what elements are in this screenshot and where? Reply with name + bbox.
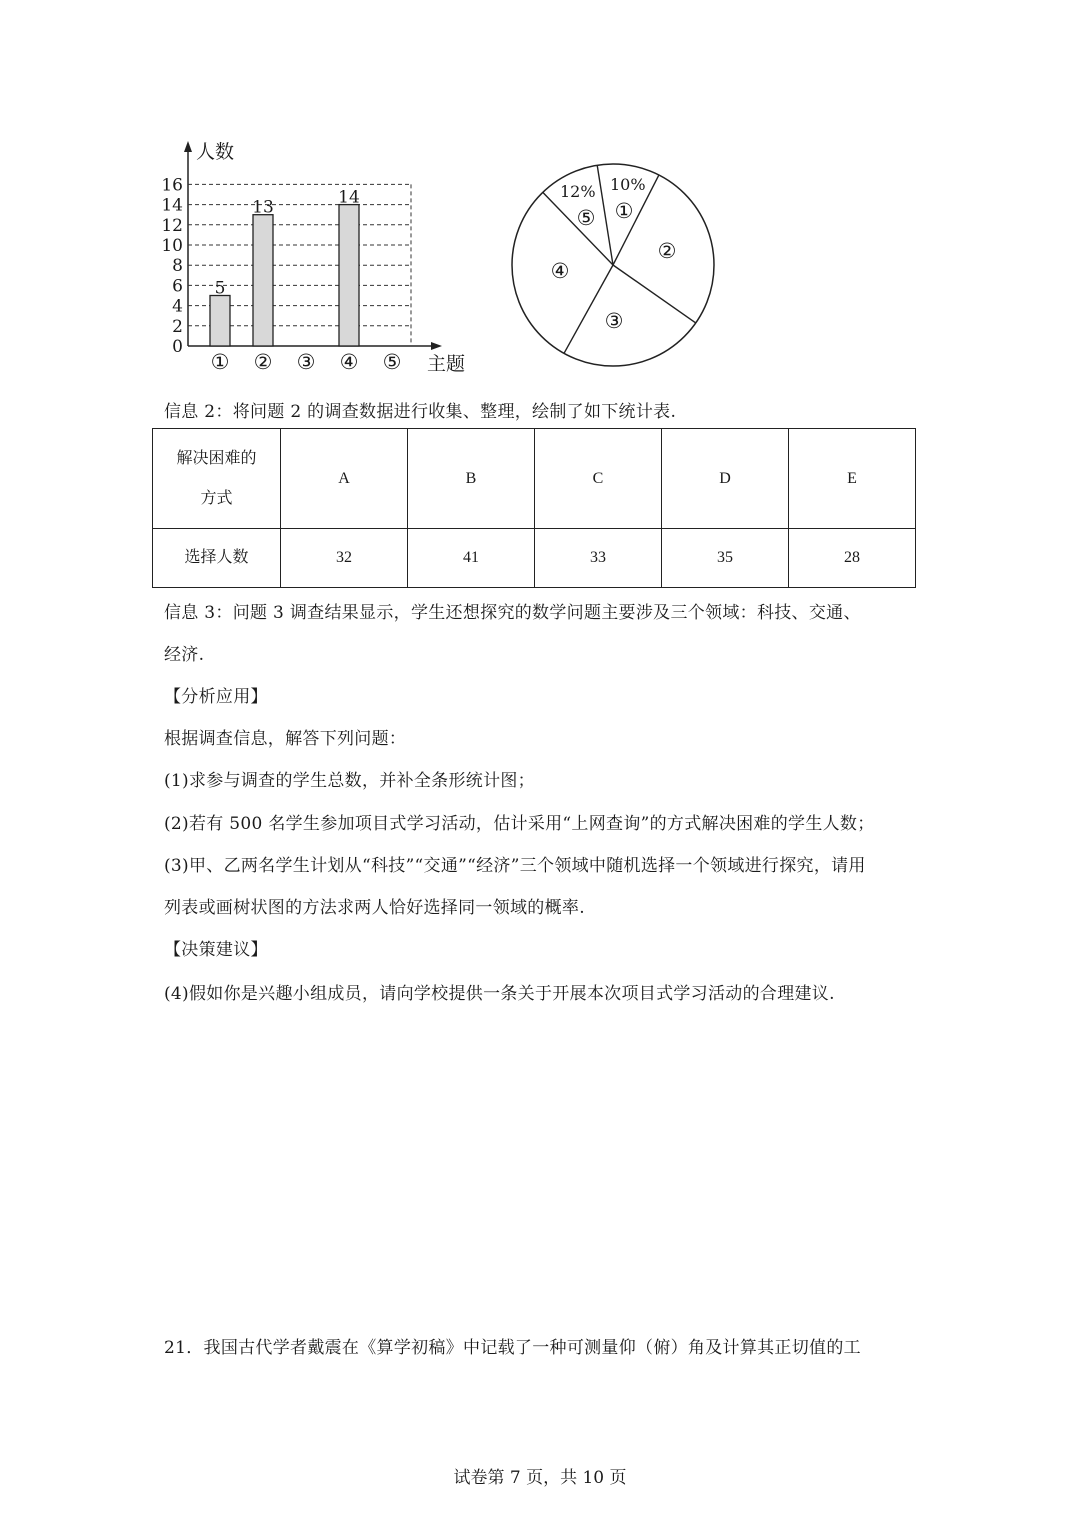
x-axis-arrow xyxy=(431,342,442,350)
table-row-label: 选择人数 xyxy=(153,529,281,588)
info-3-line1: 信息 3：问题 3 调查结果显示，学生还想探究的数学问题主要涉及三个领域：科技、交通、 xyxy=(164,603,861,623)
statistics-table xyxy=(152,428,916,588)
question-21: 21．我国古代学者戴震在《算学初稿》中记载了一种可测量仰（俯）角及计算其正切值的工 xyxy=(164,1338,861,1358)
y-tick-label: 12 xyxy=(161,215,183,236)
table-value-c: 33 xyxy=(535,529,662,588)
pie-slice-label: ④ xyxy=(550,259,570,283)
bar-y-axis-title: 人数 xyxy=(196,141,235,163)
page-footer: 试卷第 7 页，共 10 页 xyxy=(453,1468,627,1488)
bar-data-label: 5 xyxy=(214,278,226,299)
table-value-d: 35 xyxy=(662,529,789,588)
y-tick-label: 14 xyxy=(161,195,183,216)
table-value-b: 41 xyxy=(408,529,535,588)
info-3-line2: 经济. xyxy=(164,645,205,665)
table-value-a: 32 xyxy=(281,529,408,588)
table-col-d: D xyxy=(662,429,789,529)
y-axis-arrow xyxy=(184,141,192,152)
section-analysis-heading: 【分析应用】 xyxy=(164,687,268,707)
x-category-label: ③ xyxy=(296,350,316,374)
y-tick-label: 0 xyxy=(172,337,183,357)
x-category-label: ④ xyxy=(339,350,359,374)
table-value-e: 28 xyxy=(789,529,916,588)
pie-chart xyxy=(505,160,720,375)
bar-data-label: 13 xyxy=(252,197,274,218)
pie-slice-label: ③ xyxy=(604,309,624,333)
question-2: (2)若有 500 名学生参加项目式学习活动，估计采用“上网查询”的方式解决困难的学生人数； xyxy=(164,814,875,834)
table-row xyxy=(153,529,916,588)
question-4: (4)假如你是兴趣小组成员，请向学校提供一条关于开展本次项目式学习活动的合理建议. xyxy=(164,984,835,1004)
question-1: (1)求参与调查的学生总数，并补全条形统计图； xyxy=(164,771,535,791)
y-tick-label: 16 xyxy=(161,175,183,196)
x-category-label: ② xyxy=(253,350,273,374)
pie-slice-label: ⑤ xyxy=(576,206,596,230)
bar xyxy=(253,215,273,346)
table-col-b: B xyxy=(408,429,535,529)
bar-x-axis-title: 主题 xyxy=(427,353,466,375)
intro-text: 根据调查信息，解答下列问题： xyxy=(164,729,407,749)
table-header-line2: 方式 xyxy=(200,489,233,507)
info-2-text: 信息 2：将问题 2 的调查数据进行收集、整理，绘制了如下统计表. xyxy=(164,402,677,422)
pie-slice-boundary xyxy=(613,265,696,323)
y-tick-label: 4 xyxy=(172,296,183,317)
pie-slice-label: ② xyxy=(657,239,677,263)
x-category-label: ⑤ xyxy=(382,350,402,374)
section-decision-heading: 【决策建议】 xyxy=(164,940,268,960)
table-header-row xyxy=(153,429,916,529)
bar xyxy=(339,205,359,346)
bar-chart xyxy=(150,135,490,380)
x-category-label: ① xyxy=(210,350,230,374)
table-col-e: E xyxy=(789,429,916,529)
y-tick-label: 2 xyxy=(172,316,183,337)
bar-bars xyxy=(210,188,360,346)
pie-pct-label-5: 12% xyxy=(560,182,596,201)
y-tick-label: 10 xyxy=(161,236,183,256)
table-col-a: A xyxy=(281,429,408,529)
bar-category-labels xyxy=(211,350,402,374)
bar-tick-labels xyxy=(161,175,183,357)
bar xyxy=(210,296,230,347)
question-3-line1: (3)甲、乙两名学生计划从“科技”“交通”“经济”三个领域中随机选择一个领域进行探究，请用 xyxy=(164,856,866,876)
pie-slice-label: ① xyxy=(614,199,634,223)
y-tick-label: 8 xyxy=(172,256,183,277)
table-col-c: C xyxy=(535,429,662,529)
bar-data-label: 14 xyxy=(338,187,360,208)
question-3-line2: 列表或画树状图的方法求两人恰好选择同一领域的概率. xyxy=(164,898,585,918)
table-header-line1: 解决困难的 xyxy=(176,449,257,467)
pie-pct-label-1: 10% xyxy=(610,175,646,194)
table-header-label xyxy=(153,429,281,529)
y-tick-label: 6 xyxy=(172,276,183,297)
